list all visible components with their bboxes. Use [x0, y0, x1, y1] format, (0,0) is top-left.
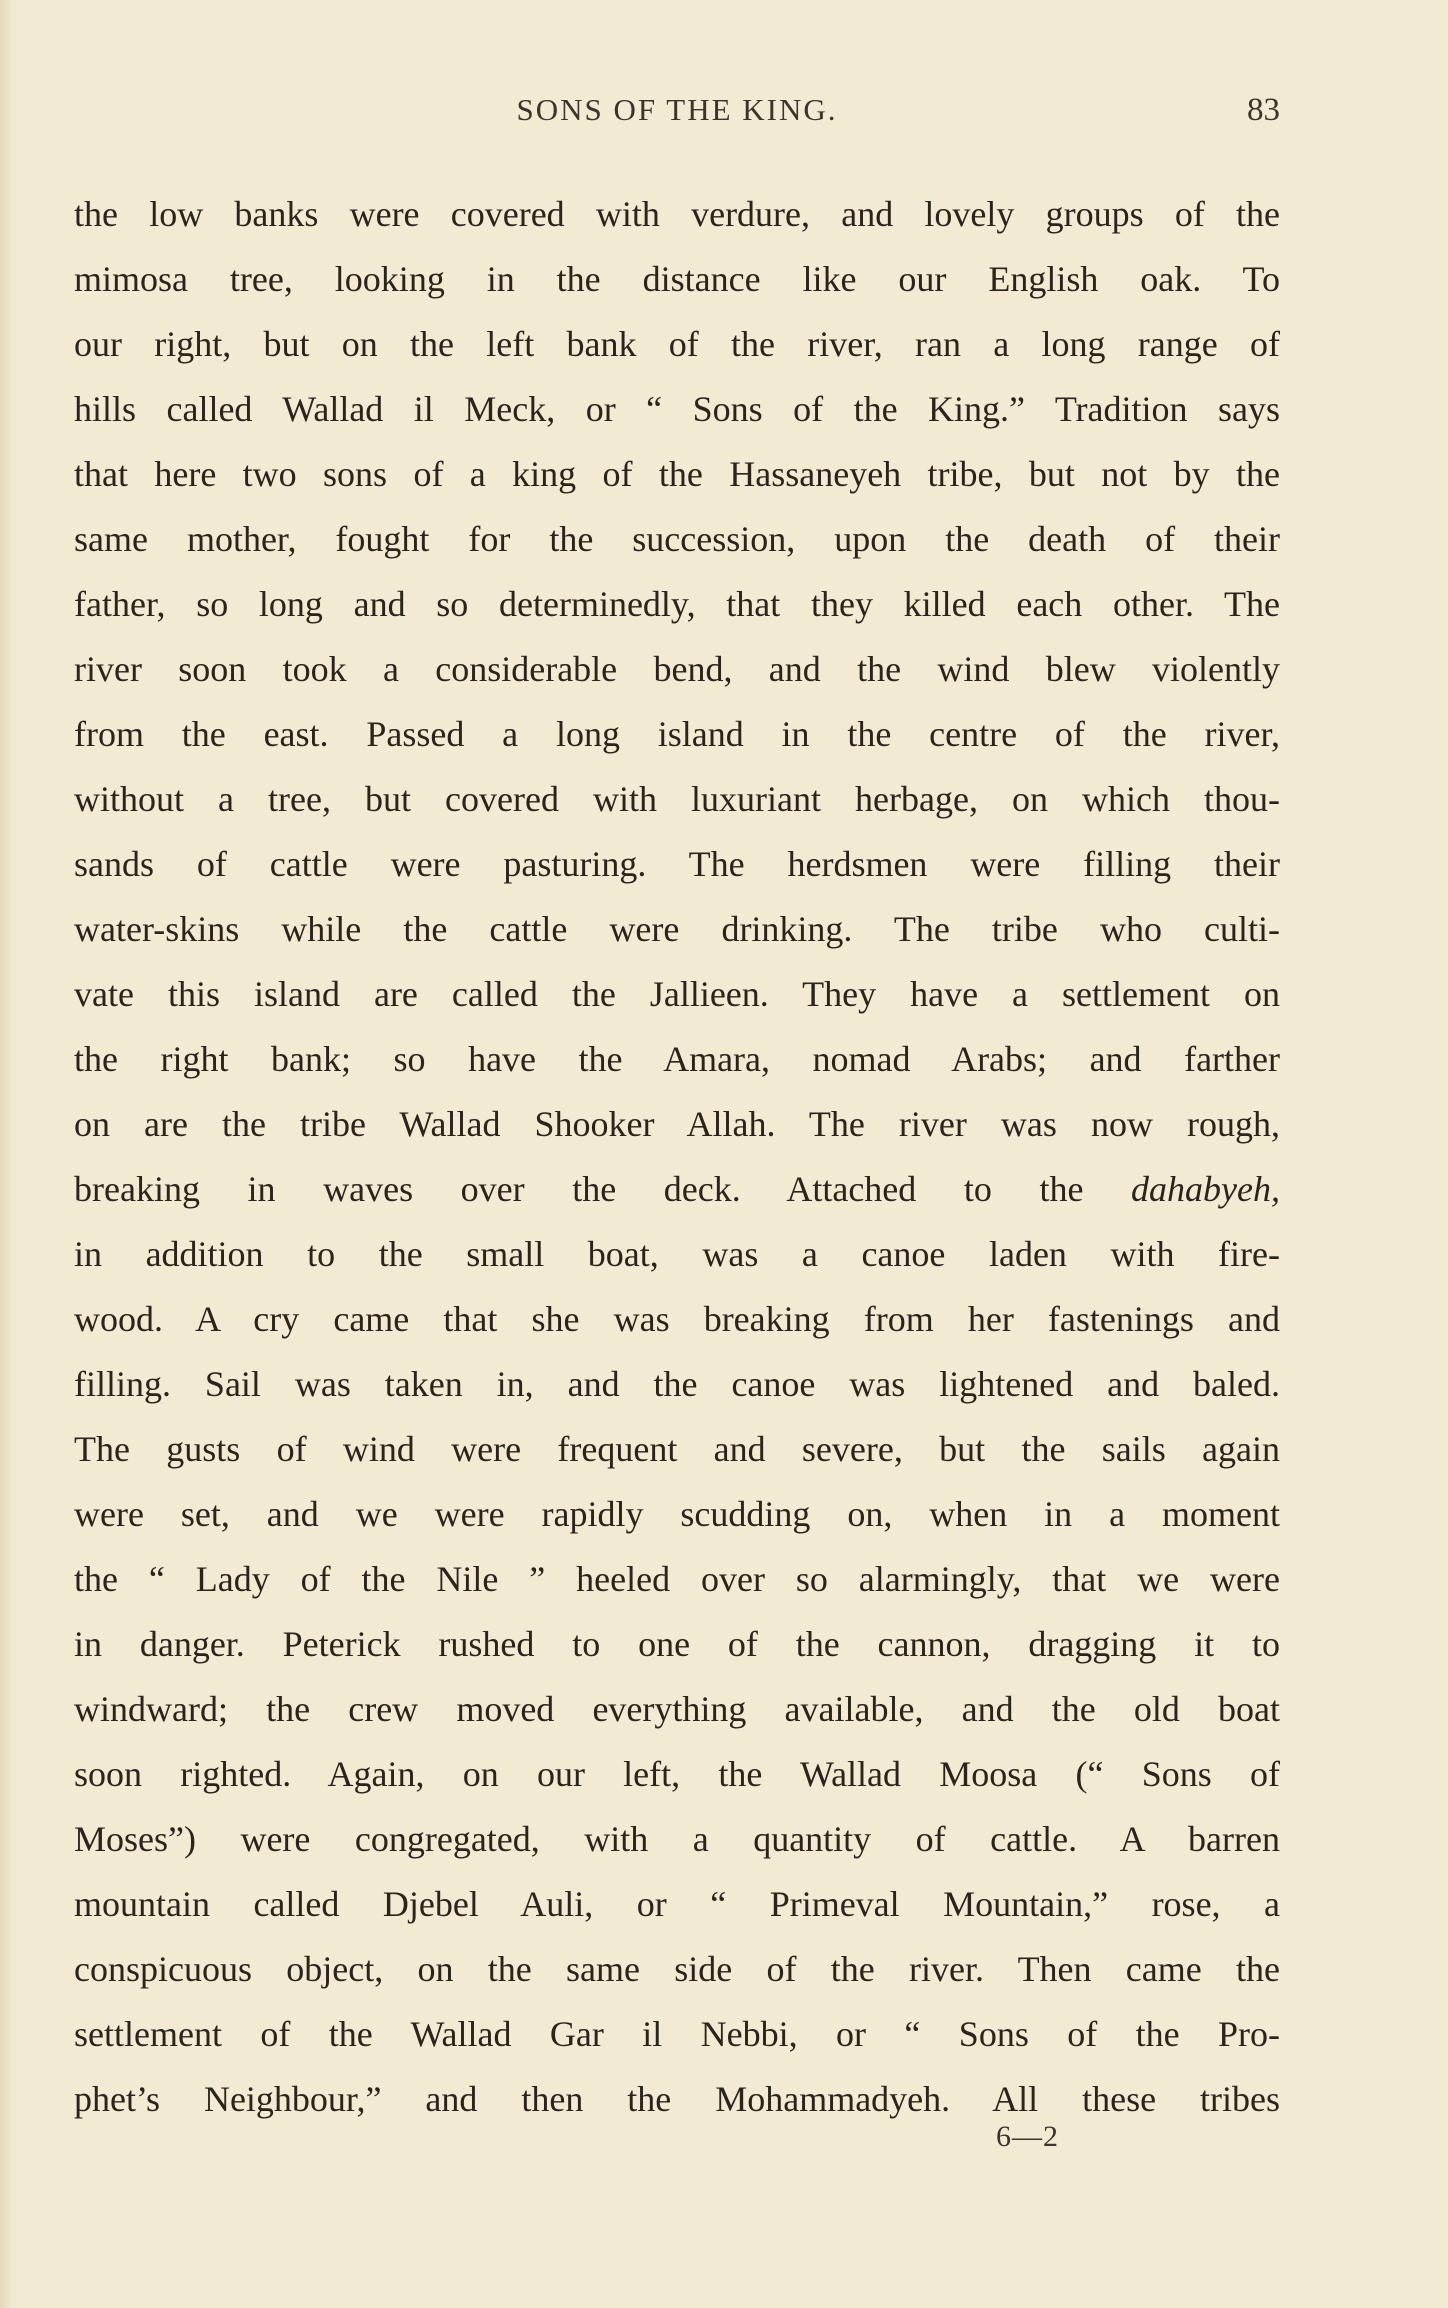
- signature-mark: 6—2: [996, 2120, 1059, 2153]
- text-line: river soon took a considerable bend, and the wind blew violently: [74, 649, 1280, 689]
- text-line: mountain called Djebel Auli, or “ Primeval Mountain,” rose, a: [74, 1884, 1280, 1924]
- text-line: conspicuous object, on the same side of the river. Then came the: [74, 1949, 1280, 1989]
- text-line: water-skins while the cattle were drinking. The tribe who culti-: [74, 909, 1280, 949]
- text-line: the right bank; so have the Amara, nomad Arabs; and farther: [74, 1039, 1280, 1079]
- text-line: father, so long and so determinedly, that they killed each other. The: [74, 584, 1280, 624]
- text-line: settlement of the Wallad Gar il Nebbi, or “ Sons of the Pro-: [74, 2014, 1280, 2054]
- text-line: sands of cattle were pasturing. The herdsmen were filling their: [74, 844, 1280, 884]
- text-line: in danger. Peterick rushed to one of the cannon, dragging it to: [74, 1624, 1280, 1664]
- text-line: phet’s Neighbour,” and then the Mohammadyeh. All these tribes: [74, 2079, 1280, 2119]
- text-line: vate this island are called the Jallieen. They have a settlement on: [74, 974, 1280, 1014]
- text-line: Moses”) were congregated, with a quantity of cattle. A barren: [74, 1819, 1280, 1859]
- text-line: same mother, fought for the succession, upon the death of their: [74, 519, 1280, 559]
- text-line: the low banks were covered with verdure, and lovely groups of the: [74, 194, 1280, 234]
- text-line: were set, and we were rapidly scudding on, when in a moment: [74, 1494, 1280, 1534]
- text-line: mimosa tree, looking in the distance like our English oak. To: [74, 259, 1280, 299]
- text-line: our right, but on the left bank of the river, ran a long range of: [74, 324, 1280, 364]
- text-line: soon righted. Again, on our left, the Wallad Moosa (“ Sons of: [74, 1754, 1280, 1794]
- text-line: on are the tribe Wallad Shooker Allah. The river was now rough,: [74, 1104, 1280, 1144]
- text-line-with-italic: [74, 1157, 1280, 1222]
- text-line: in addition to the small boat, was a canoe laden with fire-: [74, 1234, 1280, 1274]
- text-line: hills called Wallad il Meck, or “ Sons of the King.” Tradition says: [74, 389, 1280, 429]
- text-line: from the east. Passed a long island in the centre of the river,: [74, 714, 1280, 754]
- text-line: The gusts of wind were frequent and severe, but the sails again: [74, 1429, 1280, 1469]
- text-line: windward; the crew moved everything available, and the old boat: [74, 1689, 1280, 1729]
- italic-word: dahabyeh,: [1131, 1169, 1280, 1209]
- text-line-segment: breaking in waves over the deck. Attached to the: [74, 1169, 1084, 1209]
- text-line: the “ Lady of the Nile ” heeled over so alarmingly, that we were: [74, 1559, 1280, 1599]
- text-line: wood. A cry came that she was breaking from her fastenings and: [74, 1299, 1280, 1339]
- text-line: that here two sons of a king of the Hassaneyeh tribe, but not by the: [74, 454, 1280, 494]
- running-head: [74, 92, 1280, 142]
- page-number: 83: [1247, 92, 1280, 128]
- text-line: without a tree, but covered with luxuriant herbage, on which thou-: [74, 779, 1280, 819]
- page-edge: [0, 0, 14, 2308]
- text-line: filling. Sail was taken in, and the canoe was lightened and baled.: [74, 1364, 1280, 1404]
- running-title: SONS OF THE KING.: [516, 92, 838, 127]
- body-text: [74, 182, 1280, 2132]
